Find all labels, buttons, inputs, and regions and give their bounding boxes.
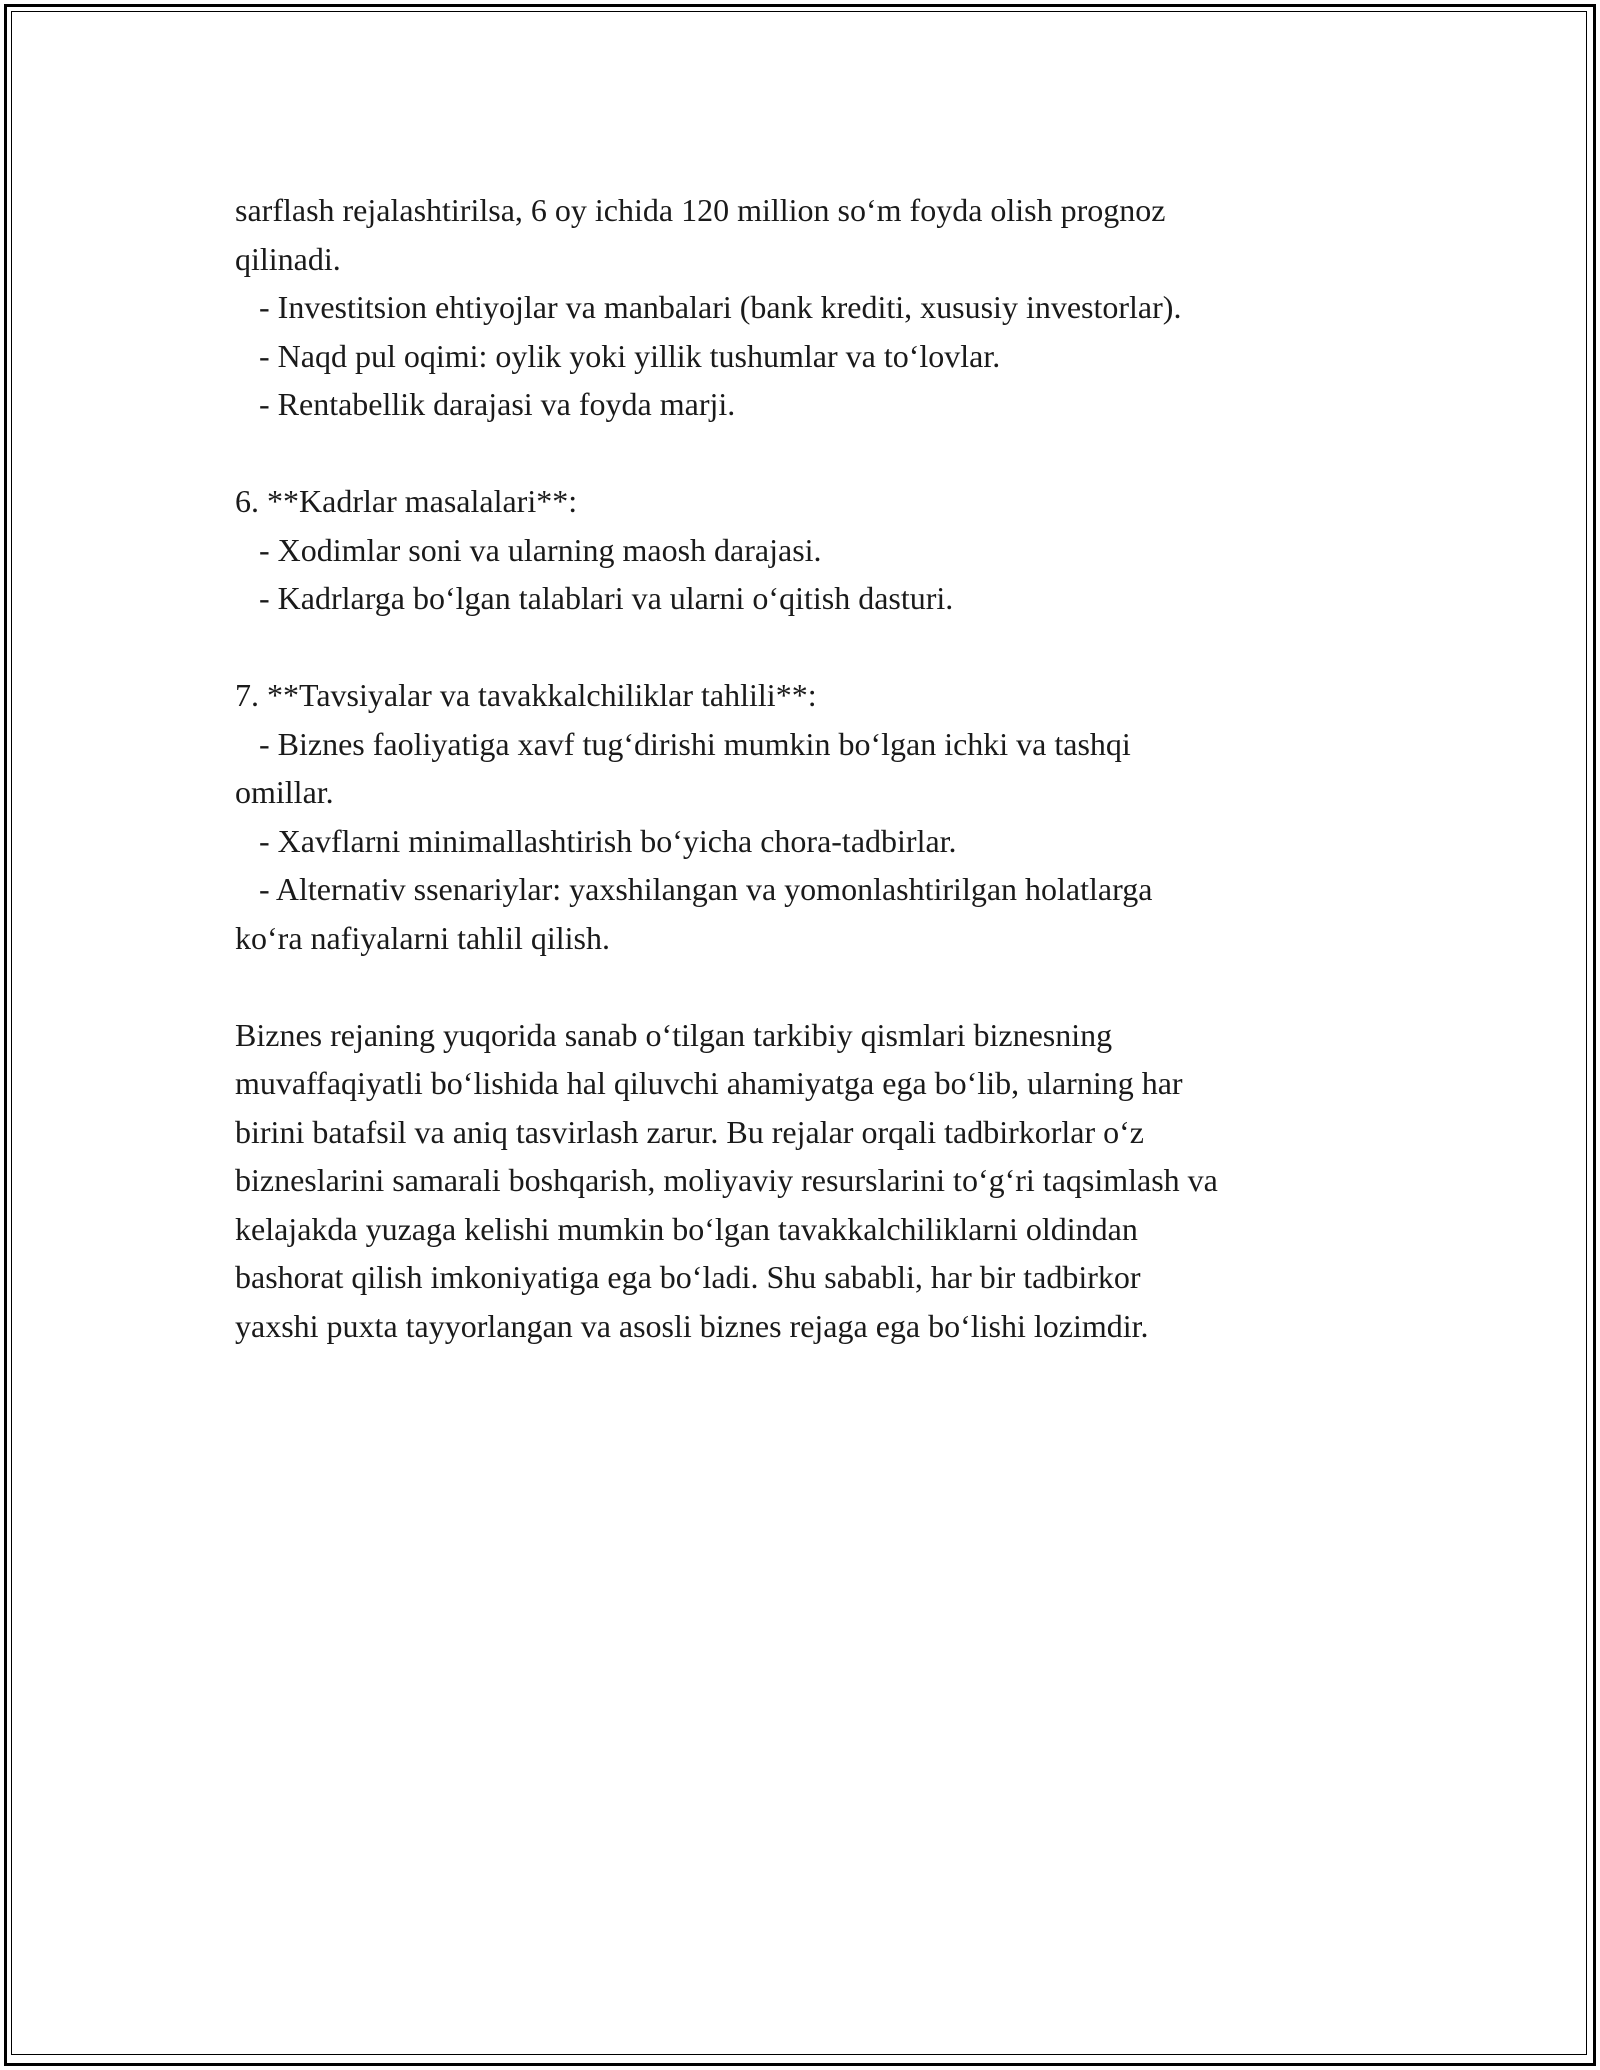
paragraph-line: bizneslarini samarali boshqarish, moliyaviy resurslarini to‘g‘ri taqsimlash va bbox=[235, 1162, 1218, 1198]
paragraph-line: yaxshi puxta tayyorlangan va asosli biznes rejaga ega bo‘lishi lozimdir. bbox=[235, 1307, 1149, 1344]
list-item: - Xavflarni minimallashtirish bo‘yicha chora-tadbirlar. bbox=[235, 822, 957, 859]
list-item: - Alternativ ssenariylar: yaxshilangan va yomonlashtirilgan holatlarga bbox=[235, 871, 1153, 907]
list-item: - Biznes faoliyatiga xavf tug‘dirishi mumkin bo‘lgan ichki va tashqi bbox=[235, 725, 1131, 762]
text-line: sarflash rejalashtirilsa, 6 oy ichida 120 million so‘m foyda olish prognoz bbox=[235, 192, 1166, 228]
paragraph-line: muvaffaqiyatli bo‘lishida hal qiluvchi ahamiyatga ega bo‘lib, ularning har bbox=[235, 1065, 1183, 1101]
list-item: - Investitsion ehtiyojlar va manbalari (bank krediti, xususiy investorlar). bbox=[235, 289, 1182, 325]
text-line: qilinadi. bbox=[235, 240, 341, 277]
paragraph-line: Biznes rejaning yuqorida sanab o‘tilgan tarkibiy qismlari biznesning bbox=[235, 1016, 1113, 1053]
document-body bbox=[235, 186, 1415, 1350]
list-item: - Kadrlarga bo‘lgan talablari va ularni o‘qitish dasturi. bbox=[235, 580, 954, 616]
list-item: - Naqd pul oqimi: oylik yoki yillik tushumlar va to‘lovlar. bbox=[235, 337, 1001, 374]
paragraph-line: birini batafsil va aniq tasvirlash zarur. Bu rejalar orqali tadbirkorlar o‘z bbox=[235, 1113, 1144, 1150]
blank-line bbox=[235, 429, 1415, 478]
section-heading: 6. **Kadrlar masalalari**: bbox=[235, 483, 578, 519]
blank-line bbox=[235, 962, 1415, 1011]
paragraph-line: kelajakda yuzaga kelishi mumkin bo‘lgan tavakkalchiliklarni oldindan bbox=[235, 1210, 1138, 1247]
paragraph-line: bashorat qilish imkoniyatiga ega bo‘ladi. Shu sababli, har bir tadbirkor bbox=[235, 1259, 1141, 1295]
list-item: - Xodimlar soni va ularning maosh darajasi. bbox=[235, 531, 822, 568]
blank-line bbox=[235, 623, 1415, 672]
text-line: ko‘ra nafiyalarni tahlil qilish. bbox=[235, 919, 610, 956]
section-heading: 7. **Tavsiyalar va tavakkalchiliklar tahlili**: bbox=[235, 677, 817, 713]
list-item: - Rentabellik darajasi va foyda marji. bbox=[235, 386, 736, 422]
text-line: omillar. bbox=[235, 774, 334, 810]
